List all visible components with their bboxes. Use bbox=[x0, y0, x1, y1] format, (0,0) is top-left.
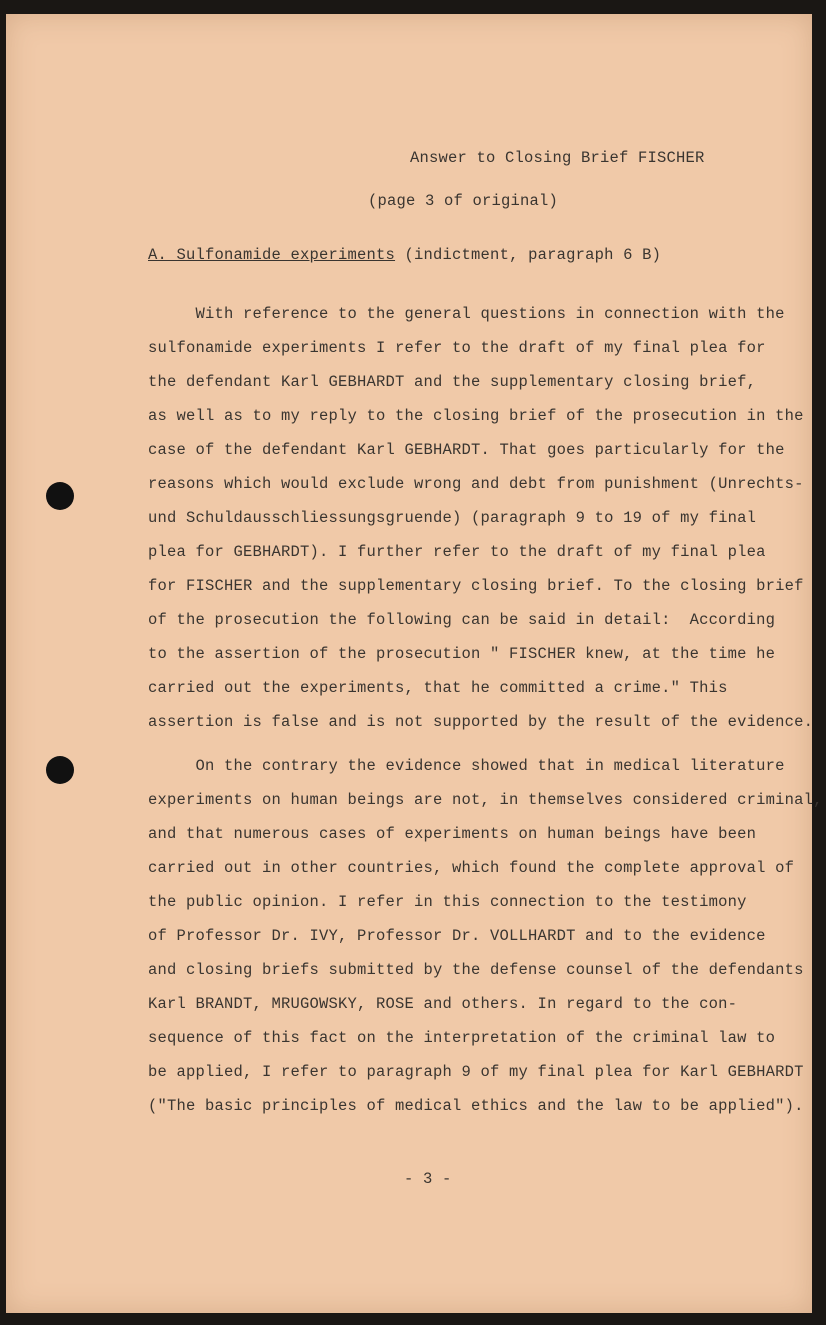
paragraph-2-line: sequence of this fact on the interpretation of the criminal law to bbox=[148, 1029, 776, 1047]
paragraph-1-line: plea for GEBHARDT). I further refer to the draft of my final plea bbox=[148, 543, 766, 561]
paragraph-1-line: of the prosecution the following can be said in detail: According bbox=[148, 611, 776, 629]
paragraph-2-line: and that numerous cases of experiments on human beings have been bbox=[148, 825, 757, 843]
paragraph-1-line: for FISCHER and the supplementary closing brief. To the closing brief bbox=[148, 577, 804, 595]
paragraph-1-line: sulfonamide experiments I refer to the draft of my final plea for bbox=[148, 339, 766, 357]
section-heading bbox=[148, 245, 661, 265]
punch-hole bbox=[46, 756, 74, 784]
paragraph-2-line: the public opinion. I refer in this connection to the testimony bbox=[148, 893, 747, 911]
paragraph-1-line: reasons which would exclude wrong and debt from punishment (Unrechts- bbox=[148, 475, 804, 493]
paragraph-2-line: experiments on human beings are not, in themselves considered criminal, bbox=[148, 791, 823, 809]
document-header: Answer to Closing Brief FISCHER bbox=[410, 149, 705, 167]
section-title: A. Sulfonamide experiments bbox=[148, 246, 396, 264]
document-subheader: (page 3 of original) bbox=[368, 192, 559, 210]
paragraph-1-line: und Schuldausschliessungsgruende) (paragraph 9 to 19 of my final bbox=[148, 509, 757, 527]
paragraph-1-line: case of the defendant Karl GEBHARDT. That goes particularly for the bbox=[148, 441, 785, 459]
paragraph-1-line: as well as to my reply to the closing brief of the prosecution in the bbox=[148, 407, 804, 425]
document-page bbox=[6, 14, 823, 1313]
paragraph-2-line: and closing briefs submitted by the defense counsel of the defendants bbox=[148, 961, 804, 979]
paragraph-1-line: With reference to the general questions in connection with the bbox=[148, 305, 785, 323]
page-number: - 3 - bbox=[404, 1170, 452, 1188]
section-reference: (indictment, paragraph 6 B) bbox=[395, 246, 662, 264]
paragraph-2-line: ("The basic principles of medical ethics and the law to be applied"). bbox=[148, 1097, 804, 1115]
paragraph-1-line: carried out the experiments, that he committed a crime." This bbox=[148, 679, 728, 697]
paragraph-2-line: carried out in other countries, which found the complete approval of bbox=[148, 859, 795, 877]
paragraph-1-line: assertion is false and is not supported by the result of the evidence. bbox=[148, 713, 814, 731]
paragraph-1-line: the defendant Karl GEBHARDT and the supplementary closing brief, bbox=[148, 373, 757, 391]
punch-hole bbox=[46, 482, 74, 510]
paragraph-2-line: of Professor Dr. IVY, Professor Dr. VOLLHARDT and to the evidence bbox=[148, 927, 766, 945]
paragraph-2-line: Karl BRANDT, MRUGOWSKY, ROSE and others. In regard to the con- bbox=[148, 995, 738, 1013]
paragraph-1-line: to the assertion of the prosecution " FISCHER knew, at the time he bbox=[148, 645, 776, 663]
paragraph-2-line: On the contrary the evidence showed that in medical literature bbox=[148, 757, 785, 775]
paragraph-2-line: be applied, I refer to paragraph 9 of my final plea for Karl GEBHARDT bbox=[148, 1063, 804, 1081]
